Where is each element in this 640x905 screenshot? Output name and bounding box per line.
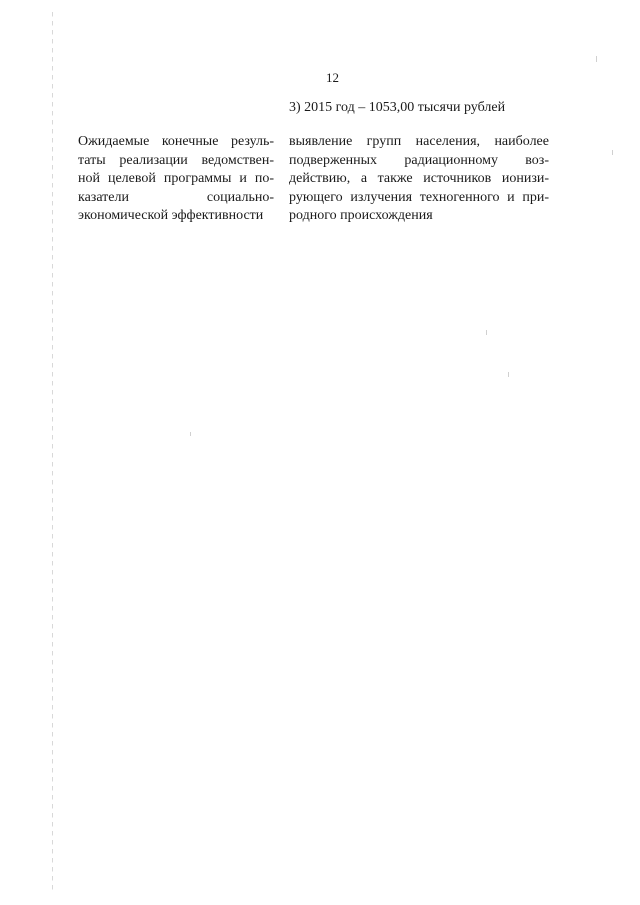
text-line: рующего излучения техногенного и при- xyxy=(289,189,549,205)
text-line: Ожидаемые конечные резуль- xyxy=(78,134,274,149)
text-line: выявление групп населения, наиболее xyxy=(289,134,549,149)
expected-results-description xyxy=(289,133,549,226)
scan-speck xyxy=(596,56,597,62)
text-line: экономической эффективности xyxy=(78,208,264,223)
scan-left-edge xyxy=(52,12,53,892)
scan-speck xyxy=(612,150,613,155)
text-line: таты реализации ведомствен- xyxy=(78,152,274,168)
scan-speck xyxy=(508,372,509,377)
expected-results-label xyxy=(78,133,274,226)
text-line: подверженных радиационному воз- xyxy=(289,152,549,168)
scan-speck xyxy=(486,330,487,335)
text-line: ной целевой программы и по- xyxy=(78,171,274,186)
text-line: действию, а также источников ионизи- xyxy=(289,171,549,186)
text-line: родного происхождения xyxy=(289,208,433,223)
page-number: 12 xyxy=(326,70,339,85)
scan-speck xyxy=(190,432,191,436)
text-line: казатели социально- xyxy=(78,189,274,205)
funding-line: 3) 2015 год – 1053,00 тысячи рублей xyxy=(289,100,506,115)
